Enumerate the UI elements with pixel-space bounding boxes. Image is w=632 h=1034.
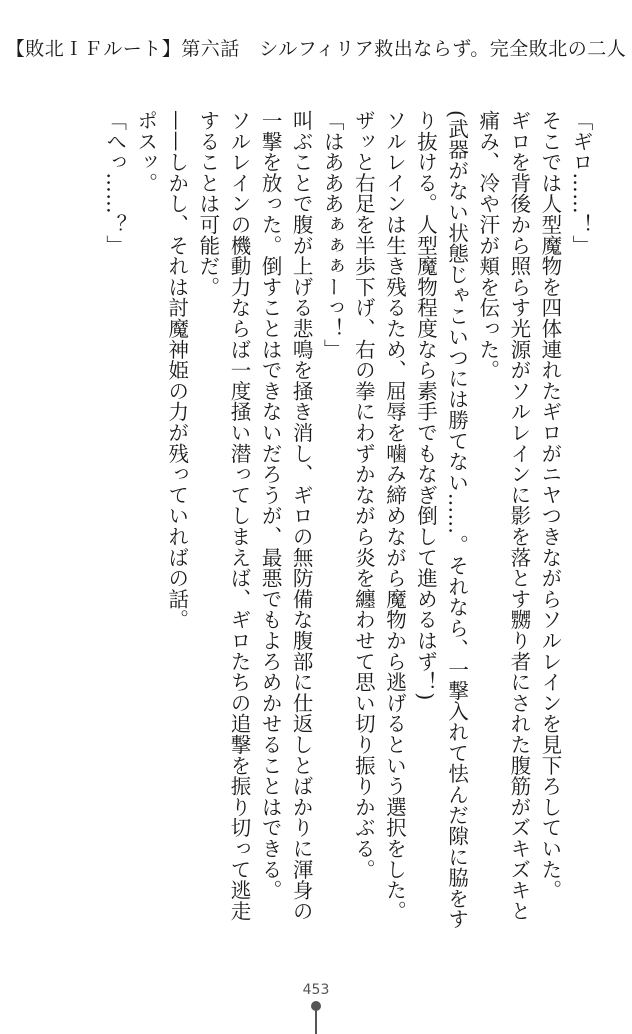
text-line: 痛み、冷や汗が頬を伝った。 [475,110,500,381]
text-line: 一撃を放った。倒すことはできないだろうが、最悪でもよろめかせることはできる。 [258,110,283,901]
page-marker-line [315,1006,317,1034]
text-line: ポスッ。 [133,110,158,194]
text-line: ——しかし、それは討魔神姫の力が残っていればの話。 [164,110,189,630]
text-line: 叫ぶことで腹が上げる悲鳴を掻き消し、ギロの無防備な腹部に仕返しとばかりに渾身の [289,110,314,922]
text-line: 「へっ……？」 [102,110,127,256]
text-line: ソルレインの機動力ならば一度掻い潜ってしまえば、ギロたちの追撃を振り切って逃走 [226,110,251,922]
text-line: ギロを背後から照らす光源がソルレインに影を落とす嬲り者にされた腹筋がズキズキと [506,110,531,922]
text-line: ザッと右足を半歩下げ、右の拳にわずかながら炎を纏わせて思い切り振りかぶる。 [351,110,376,880]
text-line: り抜ける。人型魔物程度なら素手でもなぎ倒して進めるはず！) [413,110,438,701]
text-line: そこでは人型魔物を四体連れたギロがニヤつきながらソルレインを見下ろしていた。 [537,110,562,901]
text-line: することは可能だ。 [195,110,220,298]
text-line: ソルレインは生き残るため、屈辱を噛み締めながら魔物から逃げるという選択をした。 [382,110,407,922]
vertical-text-body [36,110,596,940]
text-line: 「ギロ……！」 [569,110,593,256]
text-line: (武器がない状態じゃこいつには勝てない……。それなら、一撃入れて怯んだ隙に脇をす [444,110,469,930]
page-number: 453 [302,982,330,998]
text-line: 「はあああぁぁぁーっ！」 [320,110,345,360]
chapter-header: 【敗北ＩＦルート】第六話 シルフィリア救出ならず。完全敗北の二人 [5,38,627,60]
